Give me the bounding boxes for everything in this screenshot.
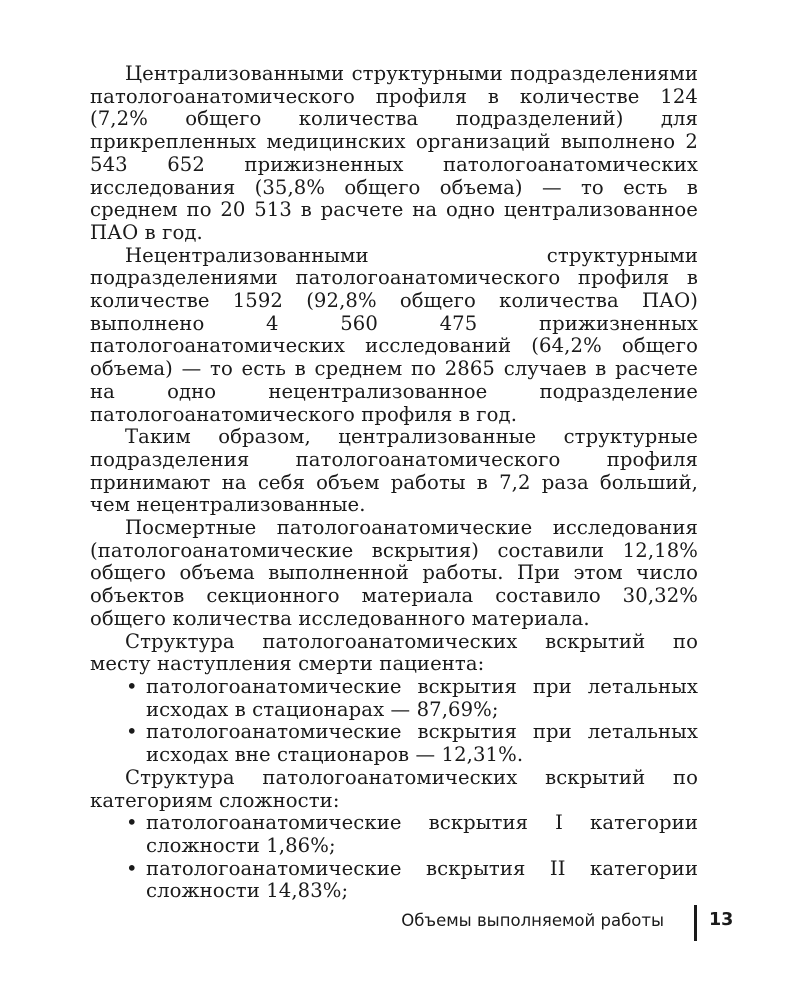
body-text (90, 63, 698, 903)
paragraph-centralized: Централизованными структурными подразделениями патологоанатомического профиля в количестве 124 (7,2% общего количества подразделений) для прикрепленных медицинских организаций выполнено 2 543 652 прижизненных патологоанатомических исследования (35,8% общего объема) — то есть в среднем по 20 513 в расчете на одно централизованное ПАО в год. (90, 62, 698, 244)
page-footer (380, 905, 740, 941)
paragraph-postmortem: Посмертные патологоанатомические исследования (патологоанатомические вскрытия) составили 12,18% общего объема выполненной работы. При этом число объектов секционного материала составило 30,32% общего количества исследованного материала. (90, 516, 698, 630)
running-section-title: Объемы выполняемой работы (401, 911, 664, 930)
place-of-death-list (90, 676, 698, 767)
paragraph-conclusion: Таким образом, централизованные структурные подразделения патологоанатомического профиля принимают на себя объем работы в 7,2 раза больший, чем нецентрализованные. (90, 425, 698, 517)
list-item: • патологоанатомические вскрытия при летальных исходах вне стационаров — 12,31%. (146, 721, 698, 766)
footer-divider (694, 905, 697, 941)
paragraph-place-structure: Структура патологоанатомических вскрытий по месту наступления смерти пациента: (90, 629, 698, 676)
list-item: • патологоанатомические вскрытия при летальных исходах в стационарах — 87,69%; (146, 676, 698, 721)
paragraph-complexity-structure: Структура патологоанатомических вскрытий по категориям сложности: (90, 765, 698, 812)
paragraph-decentralized: Нецентрализованными структурными подразделениями патологоанатомического профиля в количестве 1592 (92,8% общего количества ПАО) выполнено 4 560 475 прижизненных патологоанатомических исследований (64,2% общего объема) — то есть в среднем по 2865 случаев в расчете на одно нецентрализованное подразделение патологоанатомического профиля в год. (90, 243, 698, 426)
list-item: • патологоанатомические вскрытия I категории сложности 1,86%; (146, 812, 698, 857)
complexity-list (90, 812, 698, 903)
page-number: 13 (709, 910, 734, 930)
list-item: • патологоанатомические вскрытия II категории сложности 14,83%; (146, 858, 698, 903)
